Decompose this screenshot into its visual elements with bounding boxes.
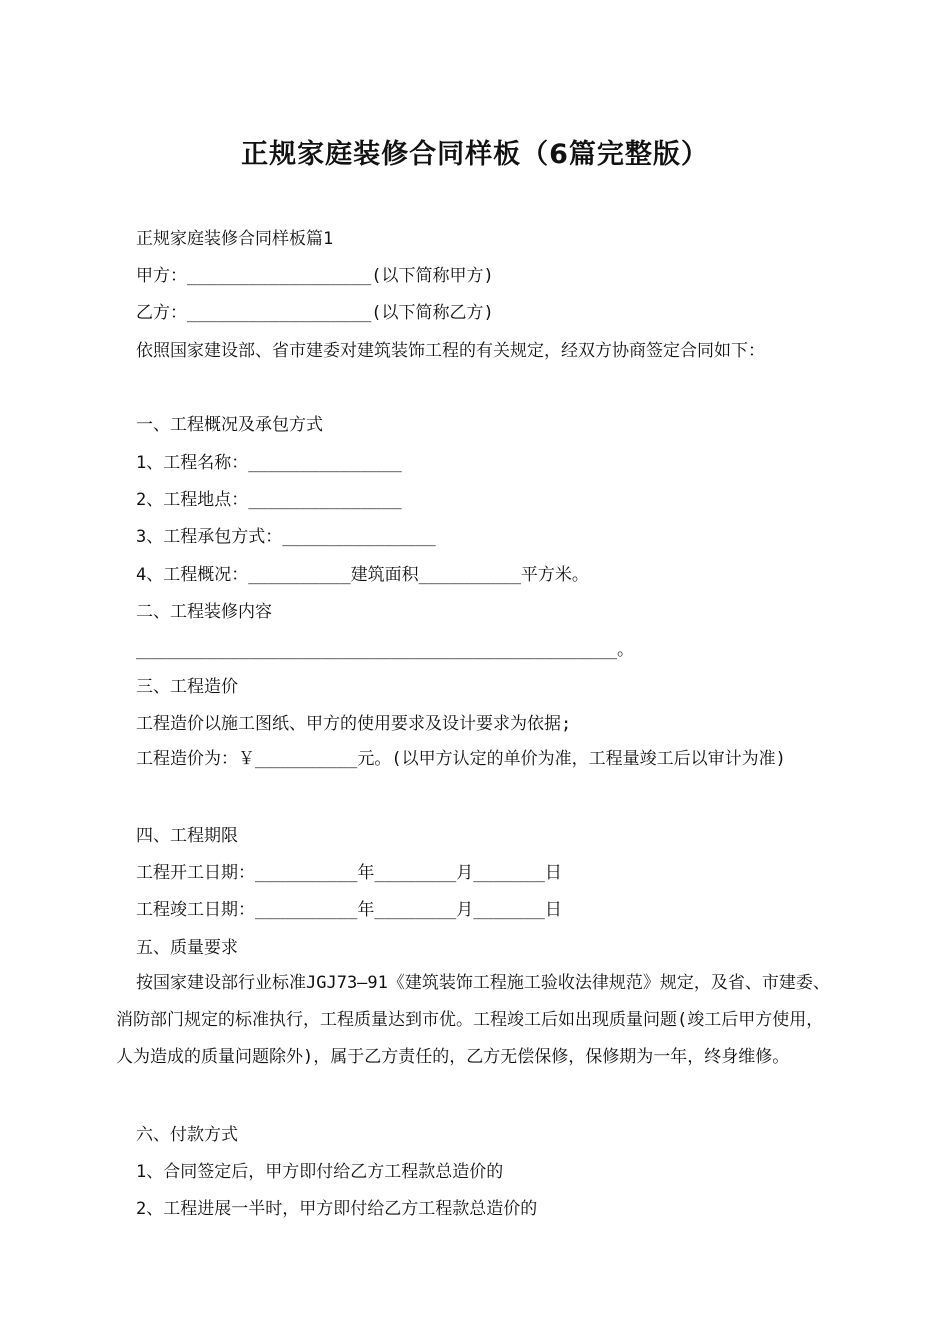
project-name-line: 1、工程名称：_______________: [136, 453, 402, 473]
start-date-line: 工程开工日期：__________年________月_______日: [136, 863, 562, 883]
quality-requirements-paragraph: 按国家建设部行业标准JGJ73—91《建筑装饰工程施工验收法律规范》规定，及省、市建委、消防部门规定的标准执行，工程质量达到市优。工程竣工后如出现质量问题(竣工后甲方使用，人为造成的质量问题除外)，属于乙方责任的，乙方无偿保修，保修期为一年，终身维修。: [116, 973, 830, 1067]
payment-item-1: 1、合同签定后，甲方即付给乙方工程款总造价的: [136, 1162, 504, 1182]
cost-amount-paragraph: 工程造价为：￥__________元。(以甲方认定的单价为准，工程量竣工后以审计为准): [136, 749, 786, 769]
section-1-heading: 一、工程概况及承包方式: [136, 415, 323, 435]
document-title: 正规家庭装修合同样板（6篇完整版）: [241, 139, 709, 170]
section-6-heading: 六、付款方式: [136, 1125, 238, 1145]
section-5-heading: 五、质量要求: [136, 938, 238, 958]
party-b-line: 乙方：__________________(以下简称乙方): [136, 303, 494, 323]
section-4-heading: 四、工程期限: [136, 826, 238, 846]
party-a-line: 甲方：__________________(以下简称甲方): [136, 266, 494, 286]
decoration-content-blank: _______________________________________________。: [136, 640, 635, 660]
project-overview-line: 4、工程概况：__________建筑面积__________平方米。: [136, 565, 589, 585]
project-location-line: 2、工程地点：_______________: [136, 490, 402, 510]
payment-item-2: 2、工程进展一半时，甲方即付给乙方工程款总造价的: [136, 1199, 538, 1219]
preamble-line: 依照国家建设部、省市建委对建筑装饰工程的有关规定，经双方协商签定合同如下：: [136, 341, 765, 361]
section-2-heading: 二、工程装修内容: [136, 602, 272, 622]
cost-basis-line: 工程造价以施工图纸、甲方的使用要求及设计要求为依据;: [136, 714, 572, 734]
contract-mode-line: 3、工程承包方式：_______________: [136, 527, 436, 547]
section-3-heading: 三、工程造价: [136, 677, 238, 697]
contract-subtitle: 正规家庭装修合同样板篇1: [136, 229, 334, 249]
completion-date-line: 工程竣工日期：__________年________月_______日: [136, 900, 562, 920]
